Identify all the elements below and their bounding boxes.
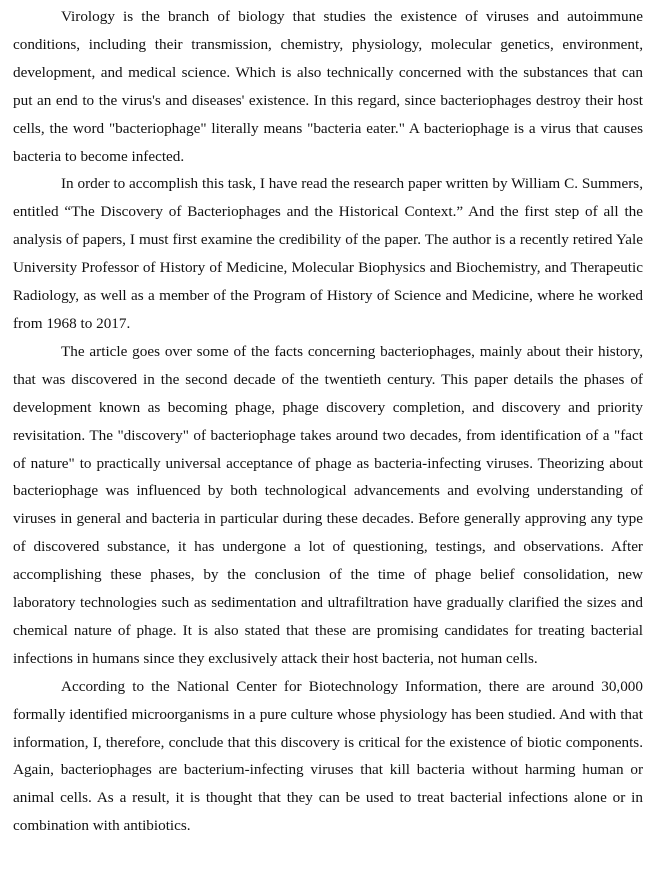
- paragraph-paper-credibility: In order to accomplish this task, I have read the research paper written by William C. Summers, entitled “The Discovery of Bacteriophages and the Historical Context.” And the first step of all the analysis of papers, I must first examine the credibility of the paper. The author is a recently retired Yale University Professor of History of Medicine, Molecular Biophysics and Biochemistry, and Therapeutic Radiology, as well as a member of the Program of History of Science and Medicine, where he worked from 1968 to 2017.: [13, 175, 643, 332]
- paragraph-conclusion: According to the National Center for Biotechnology Information, there are around 30,000 formally identified microorganisms in a pure culture whose physiology has been studied. And with that information, I, therefore, conclude that this discovery is critical for the existence of biotic components. Again, bacteriophages are bacterium-infecting viruses that kill bacteria without harming human or animal cells. As a result, it is thought that they can be used to treat bacterial infections alone or in combination with antibiotics.: [13, 677, 643, 835]
- document-body: [13, 3, 643, 840]
- paragraph-virology-intro: Virology is the branch of biology that studies the existence of viruses and autoimmune conditions, including their transmission, chemistry, physiology, molecular genetics, environment, development, and medical science. Which is also technically concerned with the substances that can put an end to the virus's and diseases' existence. In this regard, since bacteriophages destroy their host cells, the word "bacteriophage" literally means "bacteria eater." A bacteriophage is a virus that causes bacteria to become infected.: [13, 8, 643, 165]
- paragraph-article-summary: The article goes over some of the facts concerning bacteriophages, mainly about their history, that was discovered in the second decade of the twentieth century. This paper details the phases of development known as becoming phage, phage discovery completion, and discovery and priority revisitation. The "discovery" of bacteriophage takes around two decades, from identification of a "fact of nature" to practically universal acceptance of phage as bacteria-infecting viruses. Theorizing about bacteriophage was influenced by both technological advancements and evolving understanding of viruses in general and bacteria in particular during these decades. Before generally approving any type of discovered substance, it has undergone a lot of questioning, testings, and observations. After accomplishing these phases, by the conclusion of the time of phage belief consolidation, new laboratory technologies such as sedimentation and ultrafiltration have gradually clarified the sizes and chemical nature of phage. It is also stated that these are promising candidates for treating bacterial infections in humans since they exclusively attack their host bacteria, not human cells.: [13, 342, 643, 667]
